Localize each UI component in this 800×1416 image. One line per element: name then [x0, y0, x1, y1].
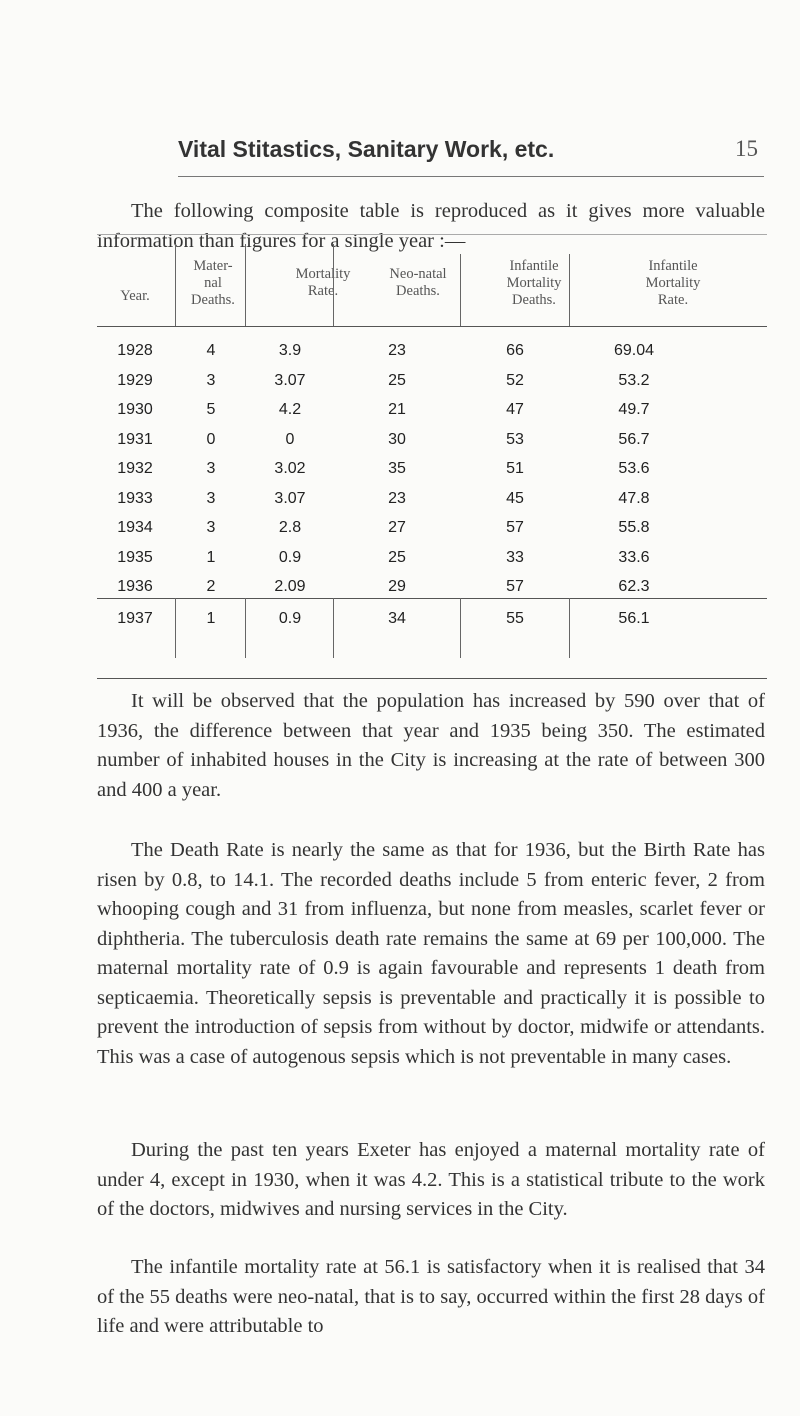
cell-maternal-deaths: 0 [206, 430, 216, 448]
cell-maternal-deaths: 4 [206, 342, 216, 359]
cell-year: 1935 [117, 548, 153, 566]
col-divider [333, 244, 334, 326]
cell-mortality-rate: 2.09 [274, 578, 306, 595]
col-divider [245, 598, 246, 658]
cell-maternal-deaths: 5 [206, 401, 216, 418]
cell-mortality-rate: 0.9 [278, 610, 302, 627]
cell-year: 1932 [117, 460, 153, 477]
col-divider [175, 598, 176, 658]
col-divider [460, 254, 461, 326]
cell-year: 1933 [117, 489, 153, 507]
cell-neonatal-deaths: 29 [388, 578, 406, 595]
cell-neonatal-deaths: 25 [388, 371, 406, 389]
cell-infantile-rate: 56.1 [618, 610, 650, 627]
cell-neonatal-deaths: 27 [388, 519, 406, 536]
paragraph-population: It will be observed that the population has increased by 590 over that of 1936, the difference between that year and 1935 being 350. The estimated number of inhabited houses in the City is increasing at the rate of between 300 and 400 a year. [97, 690, 765, 801]
cell-infantile-rate: 69.04 [613, 342, 655, 359]
table-row [97, 401, 767, 425]
cell-infantile-deaths: 57 [506, 578, 524, 595]
paragraph-maternal-mortality: During the past ten years Exeter has enjoyed a maternal mortality rate of under 4, except in 1930, when it was 4.2. This is a statistical tribute to the work of the doctors, midwives and nursing services in the City. [97, 1139, 765, 1220]
col-divider [569, 254, 570, 326]
table-row-final [97, 610, 767, 634]
table-row [97, 549, 767, 573]
col-divider [460, 598, 461, 658]
table-row [97, 490, 767, 514]
cell-neonatal-deaths: 25 [388, 548, 406, 566]
table-row [97, 431, 767, 455]
header-rule [178, 176, 764, 177]
cell-neonatal-deaths: 34 [388, 610, 406, 627]
cell-maternal-deaths: 3 [206, 460, 216, 477]
cell-infantile-deaths: 57 [506, 519, 524, 536]
cell-infantile-deaths: 52 [506, 371, 524, 389]
cell-maternal-deaths: 3 [206, 489, 216, 507]
cell-infantile-rate: 49.7 [618, 401, 650, 418]
cell-neonatal-deaths: 30 [388, 430, 406, 448]
col-header-neonatal-deaths: Neo-natal Deaths. [389, 266, 447, 299]
cell-mortality-rate: 3.07 [274, 371, 306, 389]
cell-year: 1930 [117, 401, 153, 418]
cell-year: 1934 [117, 519, 153, 536]
intro-paragraph: The following composite table is reproduced as it gives more valuable information than figures for a single year :— [97, 200, 765, 252]
composite-table [97, 258, 767, 678]
cell-infantile-deaths: 47 [506, 401, 524, 418]
cell-infantile-rate: 55.8 [618, 519, 650, 536]
cell-year: 1936 [117, 578, 153, 595]
table-row [97, 460, 767, 484]
table-bottom-rule [97, 678, 767, 679]
col-divider [175, 244, 176, 326]
cell-infantile-rate: 47.8 [618, 489, 650, 507]
cell-infantile-deaths: 66 [506, 342, 524, 359]
page-number: 15 [735, 136, 758, 161]
col-header-maternal-deaths: Mater- nal Deaths. [191, 258, 235, 308]
cell-neonatal-deaths: 23 [388, 342, 406, 359]
col-divider [333, 598, 334, 658]
cell-mortality-rate: 0.9 [278, 548, 302, 566]
table-row [97, 372, 767, 396]
col-divider [245, 244, 246, 326]
cell-mortality-rate: 3.07 [274, 489, 306, 507]
col-divider [569, 598, 570, 658]
cell-infantile-deaths: 53 [506, 430, 524, 448]
cell-mortality-rate: 3.02 [274, 460, 306, 477]
paragraph-infantile-mortality: The infantile mortality rate at 56.1 is satisfactory when it is realised that 34 of the 55 deaths were neo-natal, that is to say, occurred within the first 28 days of life and were attributable to [97, 1256, 765, 1337]
cell-mortality-rate: 0 [285, 430, 295, 448]
cell-infantile-rate: 56.7 [618, 430, 650, 448]
cell-neonatal-deaths: 35 [388, 460, 406, 477]
col-header-year: Year. [120, 288, 150, 304]
header-bottom-rule [97, 326, 767, 327]
table-top-rule [97, 234, 767, 235]
cell-infantile-deaths: 51 [506, 460, 524, 477]
cell-infantile-rate: 53.6 [618, 460, 650, 477]
cell-infantile-deaths: 55 [506, 610, 524, 627]
cell-neonatal-deaths: 23 [388, 489, 406, 507]
cell-mortality-rate: 4.2 [278, 401, 302, 418]
cell-infantile-deaths: 45 [506, 489, 524, 507]
table-row [97, 519, 767, 543]
cell-year: 1937 [117, 610, 153, 627]
cell-maternal-deaths: 3 [206, 519, 216, 536]
cell-maternal-deaths: 3 [206, 371, 216, 389]
table-row [97, 342, 767, 366]
cell-year: 1929 [117, 371, 153, 389]
cell-mortality-rate: 3.9 [278, 342, 302, 359]
cell-mortality-rate: 2.8 [278, 519, 302, 536]
cell-maternal-deaths: 1 [206, 610, 216, 627]
cell-infantile-rate: 53.2 [618, 371, 650, 389]
cell-infantile-deaths: 33 [506, 548, 524, 566]
col-header-infantile-deaths: Infantile Mortality Deaths. [506, 258, 562, 308]
cell-neonatal-deaths: 21 [388, 401, 406, 418]
header-title: Vital Stitastics, Sanitary Work, etc. [178, 136, 555, 162]
cell-year: 1931 [117, 430, 153, 448]
cell-maternal-deaths: 1 [206, 548, 216, 566]
cell-year: 1928 [117, 342, 153, 359]
paragraph-death-rate: The Death Rate is nearly the same as that for 1936, but the Birth Rate has risen by 0.8, to 14.1. The recorded deaths include 5 from enteric fever, 2 from whooping cough and 31 from influenza, but none from measles, scarlet fever or diphtheria. The tuberculosis death rate remains the same at 69 per 100,000. The maternal mortality rate of 0.9 is again favourable and represents 1 death from septicaemia. Theoretically sepsis is preventable and practically it is possible to prevent the introduction of sepsis from without by doctor, midwife or attendants. This was a case of autogenous sepsis which is not preventable in many cases. [97, 839, 765, 1068]
cell-infantile-rate: 62.3 [618, 578, 650, 595]
table-row [97, 578, 767, 602]
cell-infantile-rate: 33.6 [618, 548, 650, 566]
col-header-infantile-rate: Infantile Mortality Rate. [645, 258, 701, 308]
cell-maternal-deaths: 2 [206, 578, 216, 595]
col-header-mortality-rate: Mortality Rate. [295, 266, 351, 299]
